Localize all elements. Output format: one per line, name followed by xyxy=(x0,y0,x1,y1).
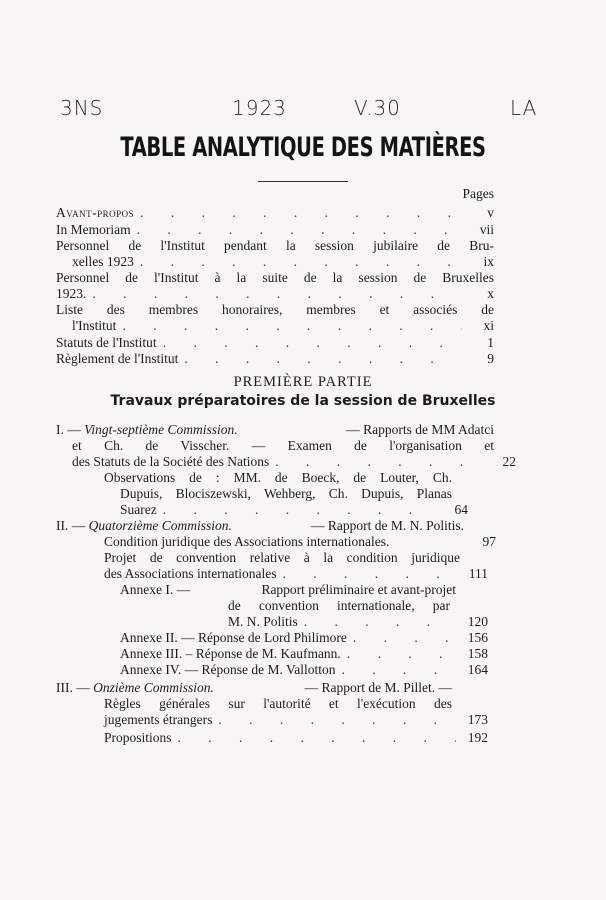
dot-leader xyxy=(347,646,456,662)
toc-entry-page: x xyxy=(487,286,494,301)
commission-name: Vingt-septième Commission. xyxy=(84,422,238,437)
dot-leader xyxy=(140,205,462,221)
toc-entry-page: 164 xyxy=(467,662,488,677)
dot-leader xyxy=(178,730,456,746)
dot-leader xyxy=(282,566,456,582)
toc-entry-label: des Statuts de la Société des Nations xyxy=(72,454,270,469)
toc-entry-page: 22 xyxy=(502,454,516,469)
commission-number: II. — Quatorzième Commission. xyxy=(56,518,232,533)
dot-leader xyxy=(304,614,456,630)
commission-number: I. — Vingt-septième Commission. xyxy=(56,422,238,437)
commission-3-heading[interactable] xyxy=(56,680,452,696)
toc-entry-page: 192 xyxy=(467,730,488,745)
toc-entry-label: In Memoriam xyxy=(56,222,131,237)
toc-entry-label: M. N. Politis xyxy=(228,614,298,629)
toc-entry-personnel-2[interactable] xyxy=(56,286,494,302)
toc-entry-label: Avant-propos xyxy=(56,205,135,220)
dot-leader xyxy=(92,286,462,302)
annexe-3-entry[interactable] xyxy=(120,646,488,662)
dot-leader xyxy=(353,630,456,646)
toc-entry-statuts[interactable] xyxy=(56,335,494,351)
dot-leader xyxy=(184,351,462,367)
commission-text: — Rapport de M. N. Politis. xyxy=(310,518,464,533)
projet-entry[interactable] xyxy=(104,566,488,582)
annexe-2-entry[interactable] xyxy=(120,630,488,646)
toc-entry-label: xelles 1923 xyxy=(72,254,134,269)
toc-entry-page: 173 xyxy=(467,712,488,727)
dot-leader xyxy=(218,712,456,728)
toc-entry-reglement[interactable] xyxy=(56,351,494,367)
commission-3-entry[interactable] xyxy=(104,712,488,728)
toc-entry-page: xi xyxy=(483,318,494,333)
dot-leader xyxy=(275,454,484,470)
annexe-label: Annexe I. — xyxy=(120,582,191,597)
handwritten-note-3: V.30 xyxy=(354,96,401,120)
toc-entry-page: 1 xyxy=(487,335,494,350)
projet-line1: Projet de convention relative à la condition juridique xyxy=(104,550,460,565)
toc-entry-page: vii xyxy=(479,222,494,237)
commission-2-entry[interactable] xyxy=(104,534,496,550)
part-title: PREMIÈRE PARTIE xyxy=(233,374,373,390)
dot-leader xyxy=(137,222,462,238)
toc-entry-page: v xyxy=(487,205,494,220)
toc-entry-label: jugements étrangers xyxy=(104,712,213,727)
dot-leader xyxy=(341,662,456,678)
dot-leader xyxy=(163,502,436,518)
annexe-1-line1 xyxy=(120,582,456,598)
handwritten-note-2: 1923 xyxy=(232,96,287,120)
toc-entry-page: 97 xyxy=(482,534,496,549)
toc-entry-page: 158 xyxy=(467,646,488,661)
toc-entry-page: 156 xyxy=(467,630,488,645)
commission-1-heading[interactable] xyxy=(56,422,494,438)
handwritten-note-1: 3NS xyxy=(60,96,104,120)
commission-text: — Rapports de MM Adatci xyxy=(346,422,494,437)
observations-line2: Dupuis, Blociszewski, Wehberg, Ch. Dupuis, Planas xyxy=(120,486,452,501)
toc-entry-label: Règlement de l'Institut xyxy=(56,351,179,366)
annexe-4-entry[interactable] xyxy=(120,662,488,678)
toc-entry-label: Statuts de l'Institut xyxy=(56,335,157,350)
dot-leader xyxy=(163,335,462,351)
toc-entry-personnel-1-line1: Personnel de l'Institut pendant la session jubilaire de Bru- xyxy=(56,238,494,253)
toc-entry-in-memoriam[interactable] xyxy=(56,222,494,238)
page-title: TABLE ANALYTIQUE DES MATIÈRES xyxy=(120,132,486,163)
toc-entry-label: Suarez xyxy=(120,502,157,517)
dot-leader xyxy=(140,254,462,270)
toc-entry-label: Condition juridique des Associations internationales. xyxy=(104,534,390,549)
handwritten-note-4: LA xyxy=(510,96,538,120)
observations-line1: Observations de : MM. de Boeck, de Louter, Ch. xyxy=(104,470,452,485)
pages-column-header: Pages xyxy=(462,186,494,201)
toc-entry-label: Propositions xyxy=(104,730,172,745)
propositions-entry[interactable] xyxy=(104,730,488,746)
toc-entry-label: 1923. xyxy=(56,286,87,301)
toc-entry-page: 9 xyxy=(487,351,494,366)
toc-entry-avant-propos[interactable] xyxy=(56,205,494,221)
toc-entry-label: Annexe III. – Réponse de M. Kaufmann. xyxy=(120,646,341,661)
commission-name: Onzième Commission. xyxy=(93,680,214,695)
toc-entry-page: 120 xyxy=(467,614,488,629)
commission-name: Quatorzième Commission. xyxy=(88,518,232,533)
commission-2-heading[interactable] xyxy=(56,518,464,534)
part-subtitle: Travaux préparatoires de la session de Bruxelles xyxy=(110,393,496,409)
commission-1-line2: et Ch. de Visscher. — Examen de l'organisation et xyxy=(72,438,494,453)
observations-entry[interactable] xyxy=(120,502,468,518)
toc-entry-page: 64 xyxy=(454,502,468,517)
toc-entry-label: l'Institut xyxy=(72,318,117,333)
annexe-1-line2: de convention internationale, par xyxy=(228,598,450,613)
toc-entry-page: ix xyxy=(483,254,494,269)
toc-entry-label: des Associations internationales xyxy=(104,566,277,581)
toc-entry-personnel-2-line1: Personnel de l'Institut à la suite de la session de Bruxelles xyxy=(56,270,494,285)
toc-entry-liste[interactable] xyxy=(72,318,494,334)
toc-entry-personnel-1[interactable] xyxy=(72,254,494,270)
annexe-text: Rapport préliminaire et avant-projet xyxy=(261,582,456,597)
toc-entry-label: Annexe II. — Réponse de Lord Philimore xyxy=(120,630,347,645)
commission-number: III. — Onzième Commission. xyxy=(56,680,214,695)
commission-text: — Rapport de M. Pillet. — xyxy=(304,680,452,695)
annexe-1-entry[interactable] xyxy=(228,614,488,630)
toc-entry-page: 111 xyxy=(468,566,488,581)
dot-leader xyxy=(122,318,462,334)
commission-1-entry[interactable] xyxy=(72,454,516,470)
commission-3-line2: Règles générales sur l'autorité et l'exécution des xyxy=(104,696,452,711)
toc-entry-liste-line1: Liste des membres honoraires, membres et associés de xyxy=(56,302,494,317)
toc-entry-label: Annexe IV. — Réponse de M. Vallotton xyxy=(120,662,336,677)
